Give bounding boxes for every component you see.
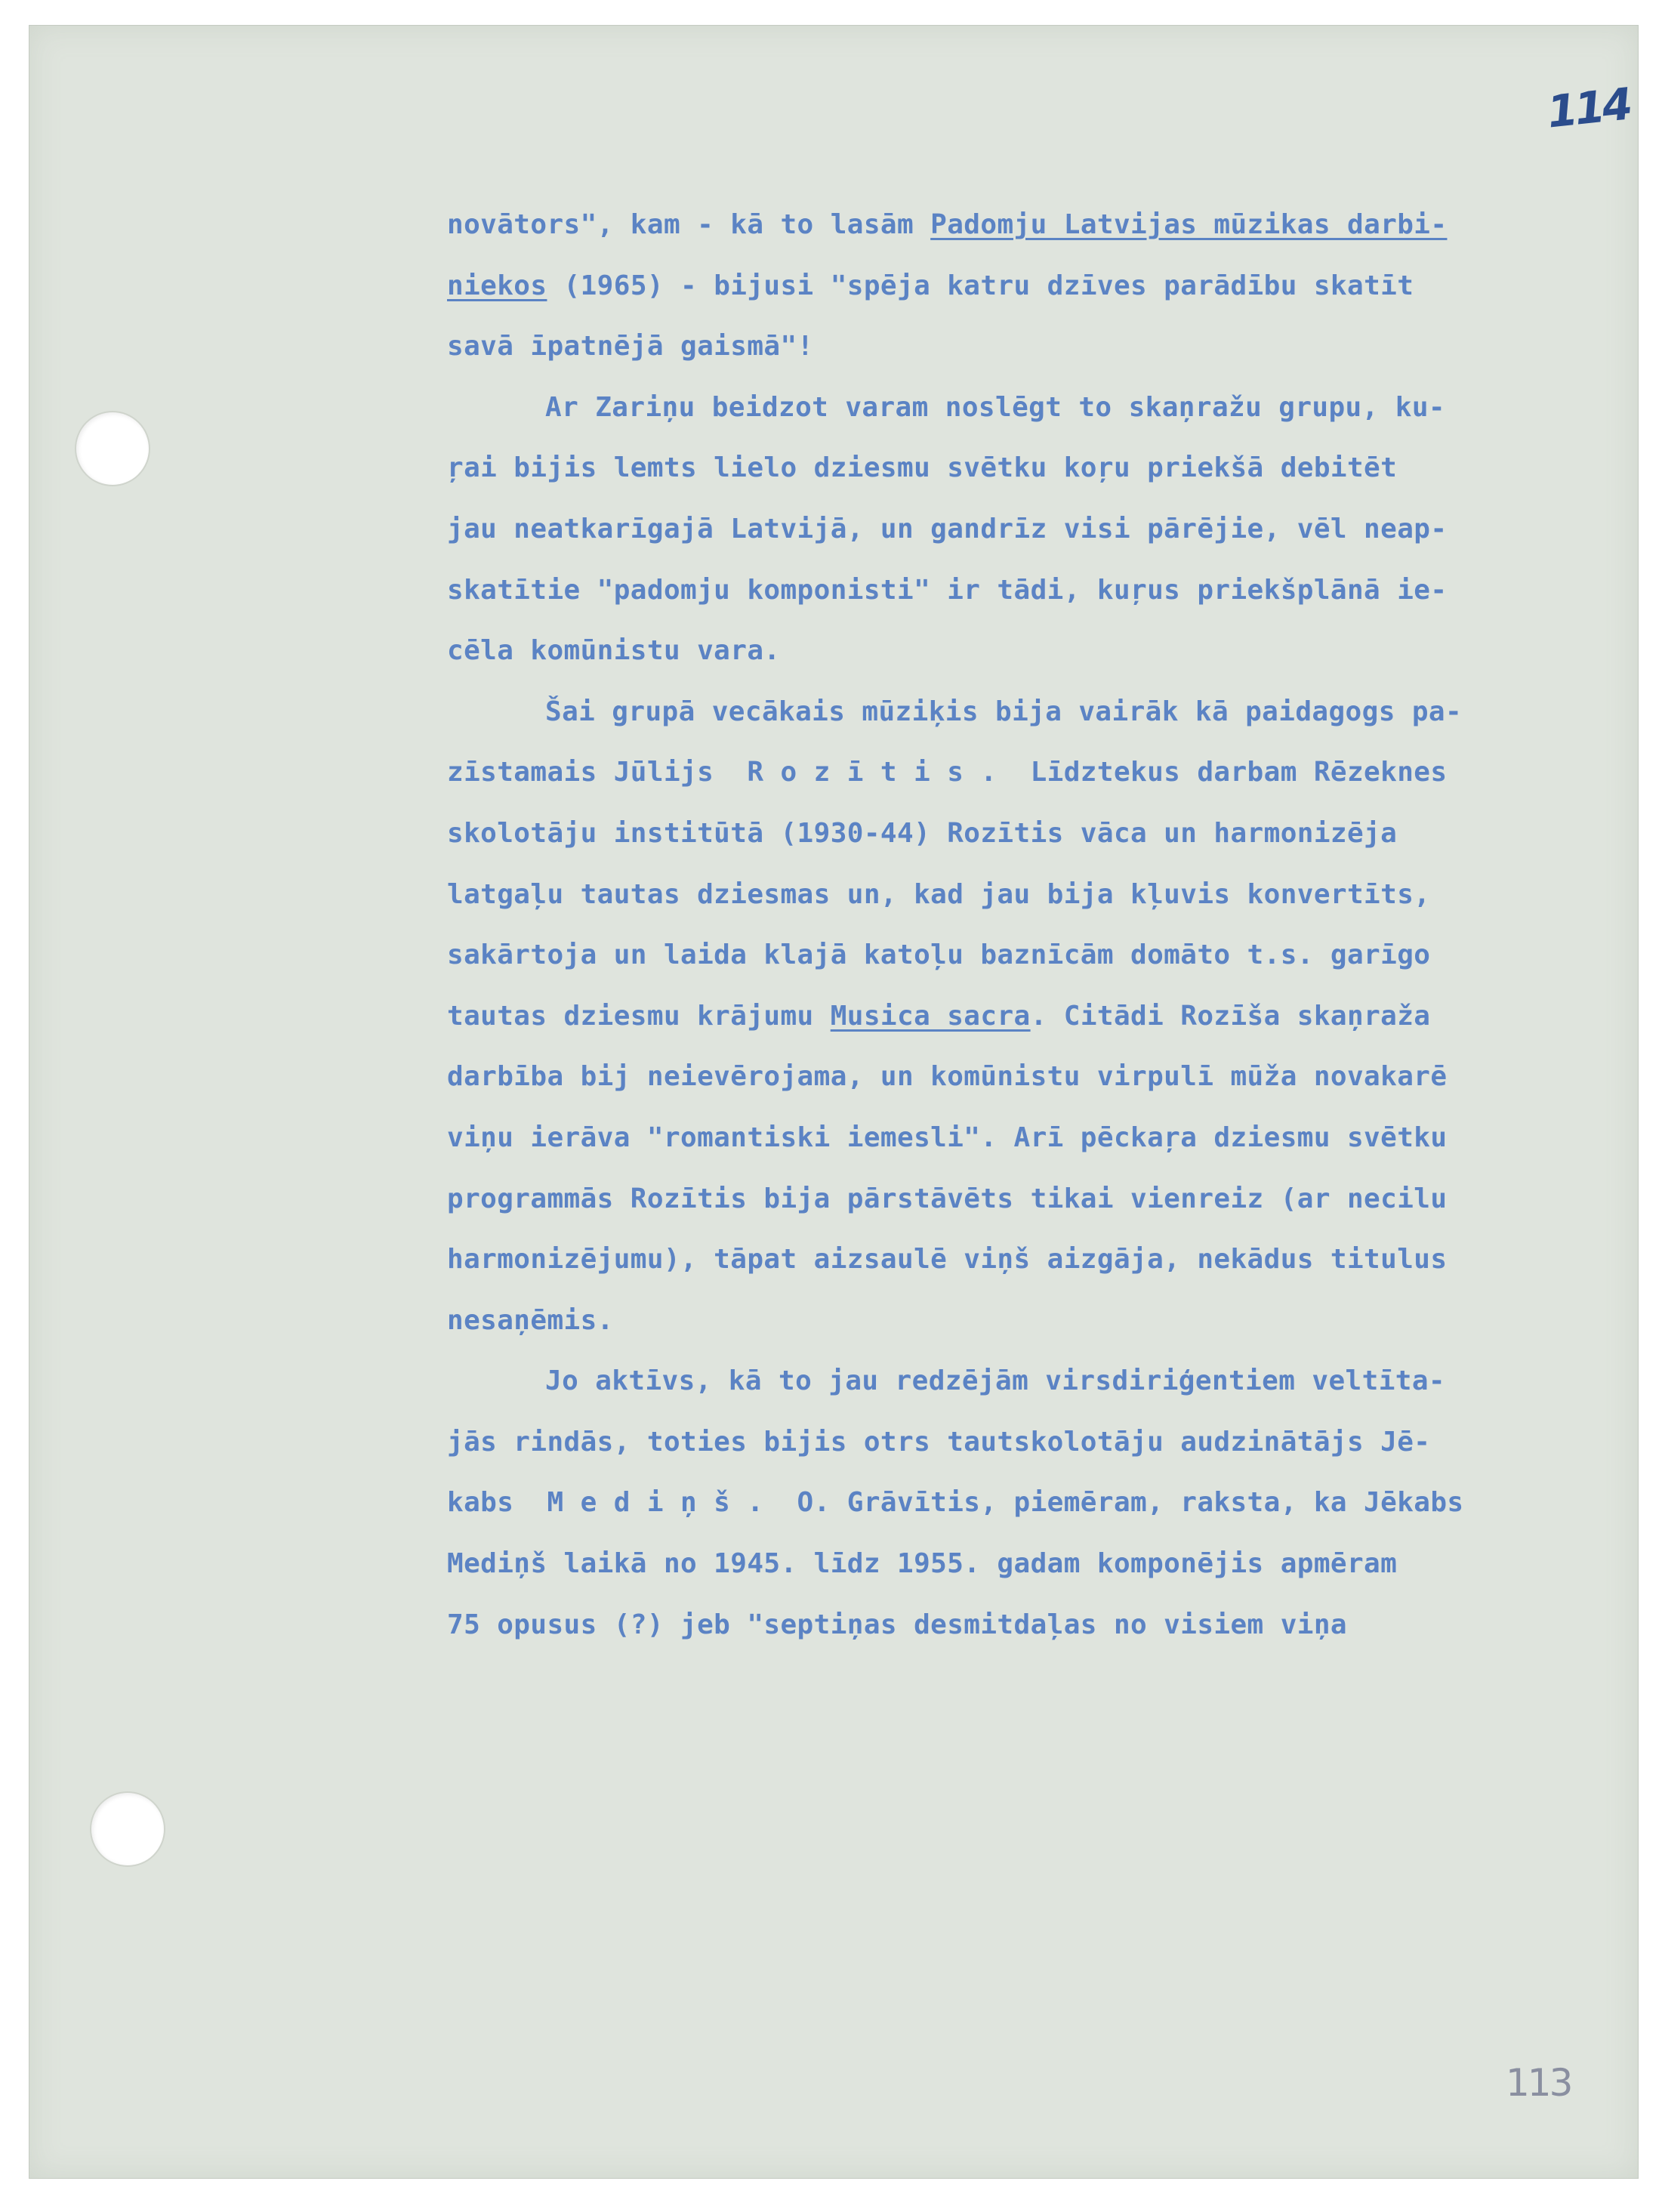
line-text: jau neatkarīgajā Latvijā, un gandrīz visi pārējie, vēl neap-	[447, 513, 1448, 545]
line-text: jās rindās, toties bijis otrs tautskolotāju audzinātājs Jē-	[447, 1426, 1431, 1458]
line-text: Jo aktīvs, kā to jau redzējām virsdiriģentiem veltīta-	[545, 1365, 1445, 1397]
line-text: Šai grupā vecākais mūziķis bija vairāk kā paidagogs pa-	[545, 696, 1463, 727]
line-text: kabs M e d i ņ š . O. Grāvītis, piemēram, raksta, ka Jēkabs	[447, 1487, 1464, 1519]
line-text: 75 opusus (?) jeb "septiņas desmitdaļas no visiem viņa	[447, 1609, 1347, 1640]
text-line	[447, 195, 1610, 256]
line-text: Mediņš laikā no 1945. līdz 1955. gadam komponējis apmēram	[447, 1548, 1398, 1580]
text-line	[447, 621, 1610, 682]
line-text: ŗai bijis lemts lielo dziesmu svētku koŗu priekšā debitēt	[447, 452, 1398, 484]
line-text: cēla komūnistu vara.	[447, 635, 781, 667]
text-line	[447, 1412, 1610, 1473]
punch-hole-bottom	[90, 1791, 165, 1867]
bottom-folio: 113	[1506, 2061, 1571, 2105]
line-text: latgaļu tautas dziesmas un, kad jau bija kļuvis konvertīts,	[447, 878, 1431, 910]
underlined-title: Musica sacra	[830, 1000, 1031, 1032]
line-text: zīstamais Jūlijs R o z ī t i s . Līdztekus darbam Rēzeknes	[447, 757, 1448, 788]
text-line	[447, 925, 1610, 986]
text-line	[447, 438, 1610, 499]
paragraph-start	[447, 682, 1610, 743]
line-text: viņu ierāva "romantiski iemesli". Arī pēckaŗa dziesmu svētku	[447, 1121, 1448, 1153]
line-text: . Citādi Rozīša skaņraža	[1030, 1000, 1431, 1032]
paragraph-start	[447, 1351, 1610, 1412]
line-text: sakārtoja un laida klajā katoļu baznīcām domāto t.s. garīgo	[447, 939, 1431, 971]
text-line	[447, 742, 1610, 804]
line-text: savā īpatnējā gaismā"!	[447, 331, 814, 362]
text-line	[447, 1473, 1610, 1534]
underlined-title: niekos	[447, 270, 547, 301]
punch-hole-top	[75, 411, 150, 486]
text-line	[447, 1169, 1610, 1230]
paragraph-start	[447, 378, 1610, 439]
text-line	[447, 256, 1610, 317]
line-text: skolotāju institūtā (1930-44) Rozītis vāca un harmonizēja	[447, 817, 1398, 849]
text-line	[447, 1291, 1610, 1352]
text-line	[447, 560, 1610, 622]
text-line	[447, 865, 1610, 926]
line-text: darbība bij neievērojama, un komūnistu virpulī mūža novakarē	[447, 1061, 1448, 1093]
text-line	[447, 1534, 1610, 1595]
text-line	[447, 986, 1610, 1047]
line-text: skatītie "padomju komponisti" ir tādi, kuŗus priekšplānā ie-	[447, 574, 1448, 606]
line-text: nesaņēmis.	[447, 1304, 614, 1336]
line-text: programmās Rozītis bija pārstāvēts tikai vienreiz (ar necilu	[447, 1183, 1448, 1214]
typewritten-text	[447, 195, 1610, 1655]
line-text: tautas dziesmu krājumu	[447, 1000, 831, 1032]
text-line	[447, 499, 1610, 560]
text-line	[447, 804, 1610, 865]
line-text: (1965) - bijusi "spēja katru dzīves parādību skatīt	[547, 270, 1414, 301]
text-line	[447, 1047, 1610, 1108]
page-number: 114	[1544, 78, 1633, 138]
line-text: Ar Zariņu beidzot varam noslēgt to skaņražu grupu, ku-	[545, 391, 1445, 423]
text-line	[447, 1108, 1610, 1169]
underlined-title: Padomju Latvijas mūzikas darbi-	[930, 209, 1448, 240]
text-line	[447, 1595, 1610, 1656]
text-line	[447, 1229, 1610, 1291]
line-text: harmonizējumu), tāpat aizsaulē viņš aizgāja, nekādus titulus	[447, 1244, 1448, 1276]
line-text: novātors", kam - kā to lasām	[447, 209, 931, 240]
text-line	[447, 316, 1610, 378]
